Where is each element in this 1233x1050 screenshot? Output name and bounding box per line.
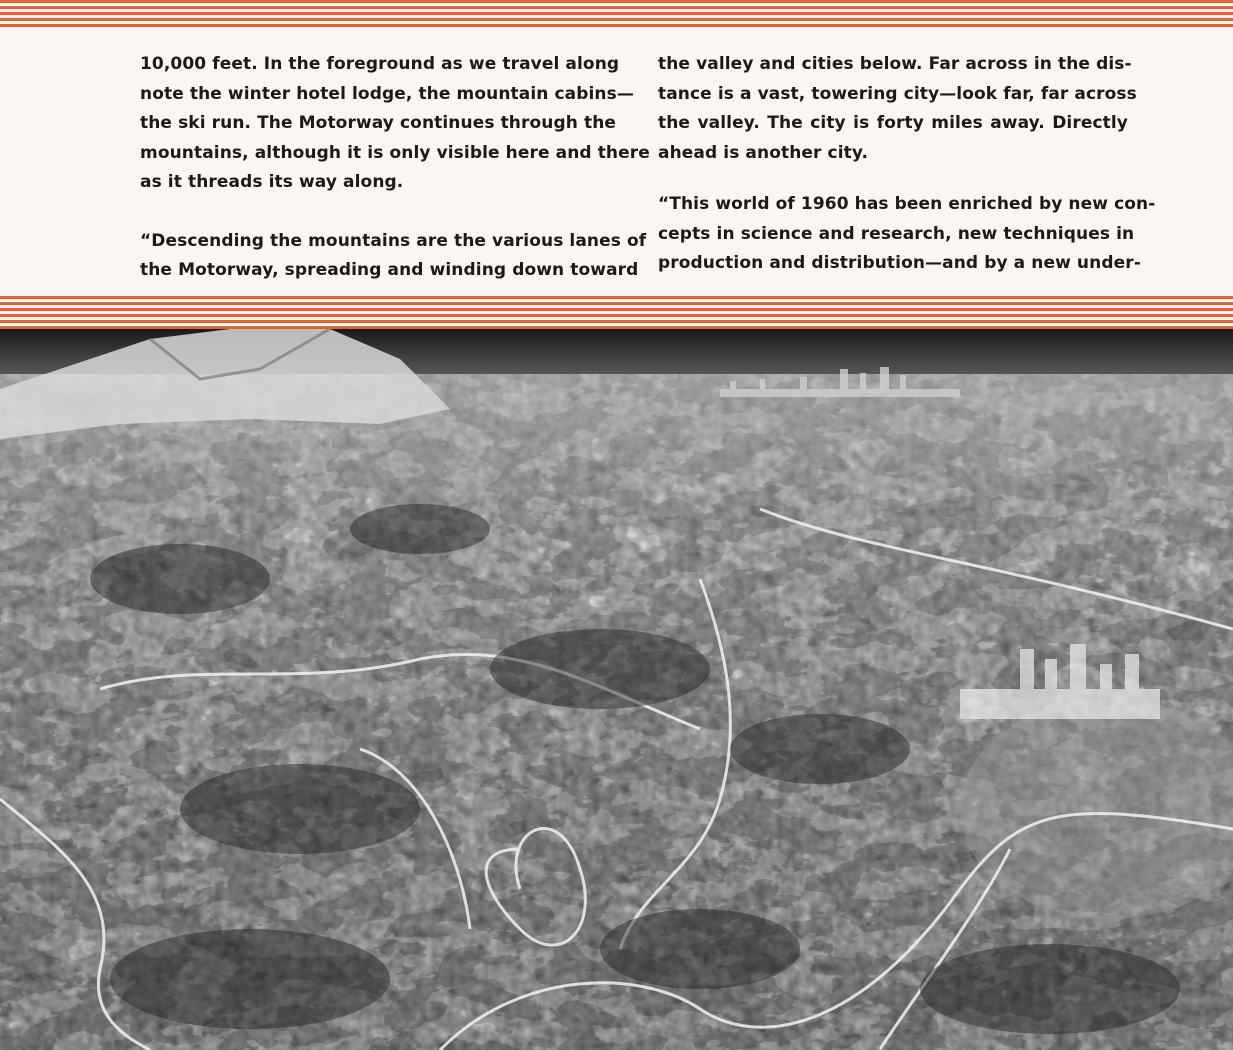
left-line-1: 10,000 feet. In the foreground as we travel along <box>140 54 620 74</box>
right-line-4: ahead is another city. <box>658 142 869 163</box>
left-line-3: the ski run. The Motorway continues through the <box>140 113 617 133</box>
left-text-column <box>140 50 650 286</box>
left-line-7: the Motorway, spreading and winding down toward <box>140 260 639 280</box>
bottom-stripe-border <box>0 296 1233 329</box>
left-line-6: “Descending the mountains are the various lanes of <box>140 230 647 251</box>
paragraph-gap <box>658 168 1128 190</box>
left-line-2: note the winter hotel lodge, the mountain cabins— <box>140 83 634 104</box>
right-line-2: tance is a vast, towering city—look far, far across <box>658 83 1137 104</box>
paragraph-gap <box>140 198 610 227</box>
left-line-5: as it threads its way along. <box>140 172 404 192</box>
right-line-7: production and distribution—and by a new under- <box>658 253 1141 273</box>
right-text-column <box>658 50 1156 279</box>
right-line-3: the valley. The city is forty miles away. Directly <box>658 113 1128 133</box>
aerial-landscape-photo <box>0 329 1233 1050</box>
left-line-4: mountains, although it is only visible here and there <box>140 142 650 163</box>
text-panel <box>0 30 1233 296</box>
right-line-6: cepts in science and research, new techniques in <box>658 223 1135 244</box>
right-line-5: “This world of 1960 has been enriched by new con- <box>658 194 1156 214</box>
right-line-1: the valley and cities below. Far across in the dis- <box>658 54 1132 74</box>
top-stripe-border <box>0 0 1233 30</box>
